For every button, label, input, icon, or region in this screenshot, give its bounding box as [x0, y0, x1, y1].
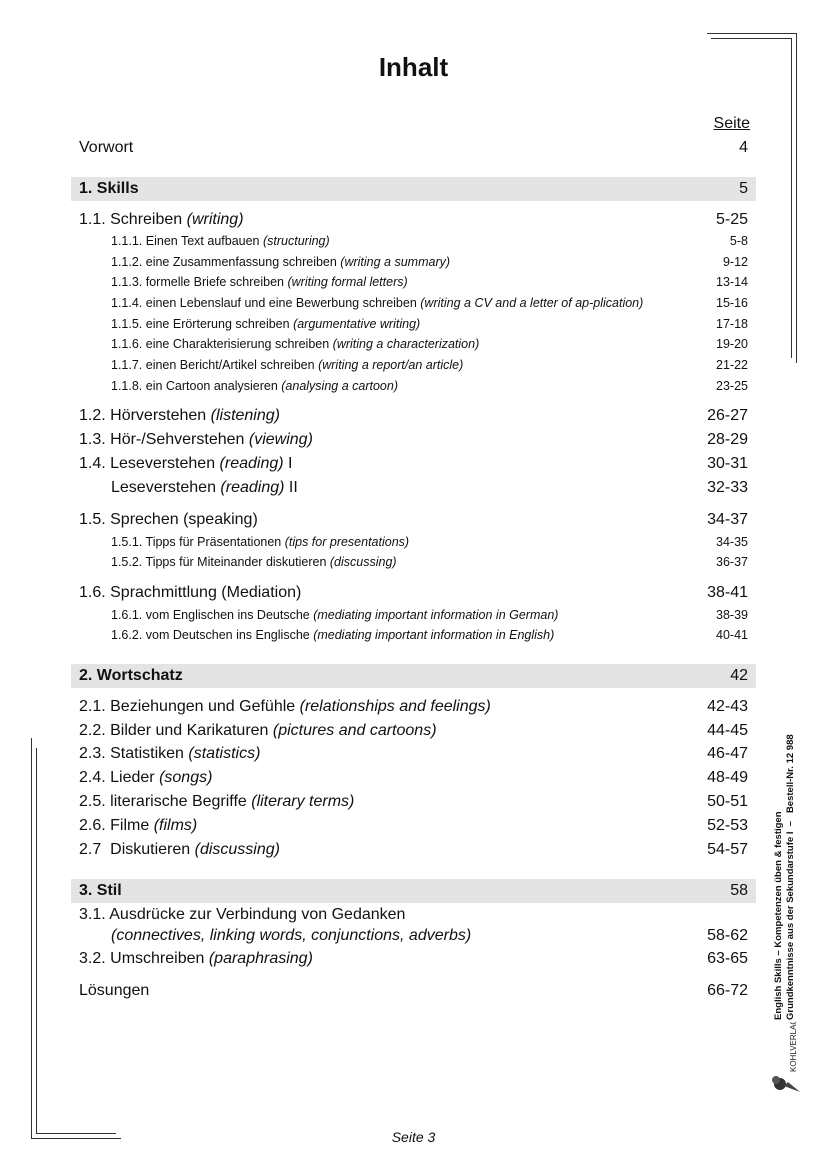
toc-row: [111, 555, 748, 569]
toc-label: 1.1.2. eine Zusammenfassung schreiben: [111, 255, 341, 269]
toc-page: 9-12: [722, 255, 748, 269]
frame-top-right-h1: [707, 33, 797, 34]
toc-row: [79, 769, 748, 787]
toc-label-english: (songs): [159, 769, 213, 786]
toc-label: 1.5. Sprechen (speaking): [79, 511, 258, 528]
toc-section-header: [71, 177, 756, 201]
toc-row: [79, 698, 748, 716]
toc-page: 28-29: [707, 431, 748, 448]
toc-page: 54-57: [707, 841, 748, 858]
toc-page: 58-62: [707, 927, 748, 944]
toc-label-english: (writing a summary): [340, 255, 451, 269]
toc-page: 13-14: [716, 275, 748, 289]
toc-label-english: (viewing): [248, 431, 313, 448]
toc-row: [111, 337, 748, 351]
toc-page: 48-49: [707, 769, 748, 786]
toc-label: 1.5.2. Tipps für Miteinander diskutieren: [111, 555, 330, 569]
toc-page: 52-53: [707, 817, 748, 834]
toc-row: [79, 722, 748, 740]
toc-label-english: (structuring): [262, 234, 330, 248]
toc-page: 23-25: [716, 379, 748, 393]
toc-label-english: (statistics): [188, 745, 261, 762]
toc-label-english: (pictures and cartoons): [272, 722, 437, 739]
toc-label: 2.4. Lieder: [79, 769, 160, 786]
toc-row: [111, 275, 748, 289]
toc-page: 17-18: [716, 317, 748, 331]
toc-row: [111, 535, 748, 549]
toc-label: 1.1.5. eine Erörterung schreiben: [111, 317, 294, 331]
page-column-header: Seite: [713, 115, 750, 132]
toc-page: 4: [739, 139, 748, 156]
toc-row: [79, 584, 748, 602]
toc-row: [79, 982, 748, 1000]
toc-label-suffix: I: [283, 455, 293, 472]
publisher-logo: [770, 1022, 804, 1096]
toc-row: [111, 358, 748, 372]
frame-bottom-left-v2: [36, 748, 37, 1133]
toc-page: 58: [730, 882, 748, 899]
toc-label: 1.4. Leseverstehen: [79, 455, 220, 472]
toc-row: [111, 255, 748, 269]
toc-label-english: (analysing a cartoon): [281, 379, 398, 393]
toc-label-english: (relationships and feelings): [299, 698, 491, 715]
frame-top-right-h2: [711, 38, 792, 39]
toc-row: [79, 817, 748, 835]
toc-page: 15-16: [716, 296, 748, 310]
toc-section-header: [71, 664, 756, 688]
toc-label: 1.5.1. Tipps für Präsentationen: [111, 535, 285, 549]
toc-label-english: (writing formal letters): [287, 275, 408, 289]
toc-page: 42: [730, 667, 748, 684]
toc-label: 2.6. Filme: [79, 817, 154, 834]
toc-label-english: (films): [153, 817, 198, 834]
toc-label: 1.1.1. Einen Text aufbauen: [111, 234, 263, 248]
side-publisher-info: [773, 690, 803, 1020]
toc-row: [111, 317, 748, 331]
toc-label-english: (tips for presentations): [284, 535, 410, 549]
publisher-logo-text: KOHLVERLAG: [789, 1022, 798, 1072]
toc-label-english: (discussing): [194, 841, 280, 858]
toc-label: 2.5. literarische Begriffe: [79, 793, 252, 810]
toc-row: [111, 234, 748, 248]
toc-row: [111, 479, 748, 497]
toc-row: [79, 431, 748, 449]
toc-page: 46-47: [707, 745, 748, 762]
toc-label: 2.3. Statistiken: [79, 745, 189, 762]
toc-label-english: (writing): [186, 211, 244, 228]
toc-label-english: (literary terms): [251, 793, 355, 810]
toc-row: [79, 511, 748, 529]
toc-page: 19-20: [716, 337, 748, 351]
toc-row: [111, 608, 748, 622]
side-order-info: Grundkenntnisse aus der Sekundarstufe I – Bestell-Nr. 12 988: [785, 734, 796, 1020]
toc-label: 2.7 Diskutieren: [79, 841, 195, 858]
page-title: Inhalt: [378, 52, 449, 82]
toc-label-english: (writing a CV and a letter of ap-plication): [420, 296, 644, 310]
toc-label: 1.6. Sprachmittlung (Mediation): [79, 584, 302, 601]
toc-label: 2.1. Beziehungen und Gefühle: [79, 698, 300, 715]
toc-page: 38-39: [716, 608, 748, 622]
toc-label-english: (reading): [220, 479, 285, 496]
toc-page: 34-35: [716, 535, 748, 549]
toc-row: [79, 745, 748, 763]
toc-label-english: (argumentative writing): [293, 317, 421, 331]
toc-label: 1.6.2. vom Deutschen ins Englische: [111, 628, 314, 642]
toc-row: [79, 841, 748, 859]
toc-row: [79, 793, 748, 811]
side-title: English Skills – Kompetenzen üben & festigen: [773, 811, 784, 1020]
toc-page: 5-8: [729, 234, 748, 248]
toc-label-english: (writing a report/an article): [318, 358, 464, 372]
toc-label: 3.1. Ausdrücke zur Verbindung von Gedanken: [79, 906, 406, 923]
toc-label: 1.1.7. einen Bericht/Artikel schreiben: [111, 358, 319, 372]
toc-label: 1.2. Hörverstehen: [79, 407, 211, 424]
toc-label-english: (discussing): [329, 555, 397, 569]
toc-label: 2. Wortschatz: [79, 667, 183, 684]
toc-row: [79, 139, 748, 157]
toc-label-english: (connectives, linking words, conjunctions, adverbs): [111, 927, 472, 944]
toc-label: 2.2. Bilder und Karikaturen: [79, 722, 273, 739]
toc-label: 1.1.8. ein Cartoon analysieren: [111, 379, 282, 393]
toc-row: [79, 950, 748, 968]
toc-page: 40-41: [716, 628, 748, 642]
toc-label-suffix: II: [284, 479, 298, 496]
toc-label-english: (paraphrasing): [208, 950, 313, 967]
toc-row: [79, 455, 748, 473]
toc-label-english: (mediating important information in German): [313, 608, 559, 622]
toc-row: [111, 296, 748, 310]
toc-page: 26-27: [707, 407, 748, 424]
toc-page: 66-72: [707, 982, 748, 999]
toc-label: 3. Stil: [79, 882, 122, 899]
toc-label: 3.2. Umschreiben: [79, 950, 209, 967]
toc-page: 38-41: [707, 584, 748, 601]
toc-label-english: (writing a characterization): [332, 337, 480, 351]
toc-page: 50-51: [707, 793, 748, 810]
toc-page: 42-43: [707, 698, 748, 715]
toc-label: Lösungen: [79, 982, 150, 999]
toc-label: 1.1.4. einen Lebenslauf und eine Bewerbung schreiben: [111, 296, 421, 310]
toc-label: Leseverstehen: [111, 479, 221, 496]
toc-label: 1.6.1. vom Englischen ins Deutsche: [111, 608, 314, 622]
toc-page: 21-22: [716, 358, 748, 372]
toc-row: [79, 211, 748, 229]
toc-page: 30-31: [707, 455, 748, 472]
toc-label: 1.1.6. eine Charakterisierung schreiben: [111, 337, 333, 351]
toc-page: 36-37: [716, 555, 748, 569]
toc-page: 63-65: [707, 950, 748, 967]
toc-page: 5: [739, 180, 748, 197]
toc-label: 1.3. Hör-/Sehverstehen: [79, 431, 249, 448]
toc-page: 32-33: [707, 479, 748, 496]
toc-row: [79, 906, 748, 924]
toc-page: 44-45: [707, 722, 748, 739]
toc-row: [111, 379, 748, 393]
frame-top-right-v2: [791, 38, 792, 358]
page-footer: Seite 3: [391, 1129, 436, 1145]
toc-row: [79, 407, 748, 425]
toc-label: Vorwort: [79, 139, 134, 156]
toc-row: [111, 927, 748, 945]
toc-label-english: (listening): [210, 407, 280, 424]
toc-label: 1.1.3. formelle Briefe schreiben: [111, 275, 288, 289]
toc-label-english: (reading): [219, 455, 284, 472]
toc-page: 34-37: [707, 511, 748, 528]
toc-label-english: (mediating important information in English): [313, 628, 555, 642]
toc-page: 5-25: [715, 211, 748, 228]
frame-bottom-left-v1: [31, 738, 32, 1138]
toc-label: 1.1. Schreiben: [79, 211, 187, 228]
toc-row: [111, 628, 748, 642]
toc-label: 1. Skills: [79, 180, 139, 197]
toc-section-header: [71, 879, 756, 903]
